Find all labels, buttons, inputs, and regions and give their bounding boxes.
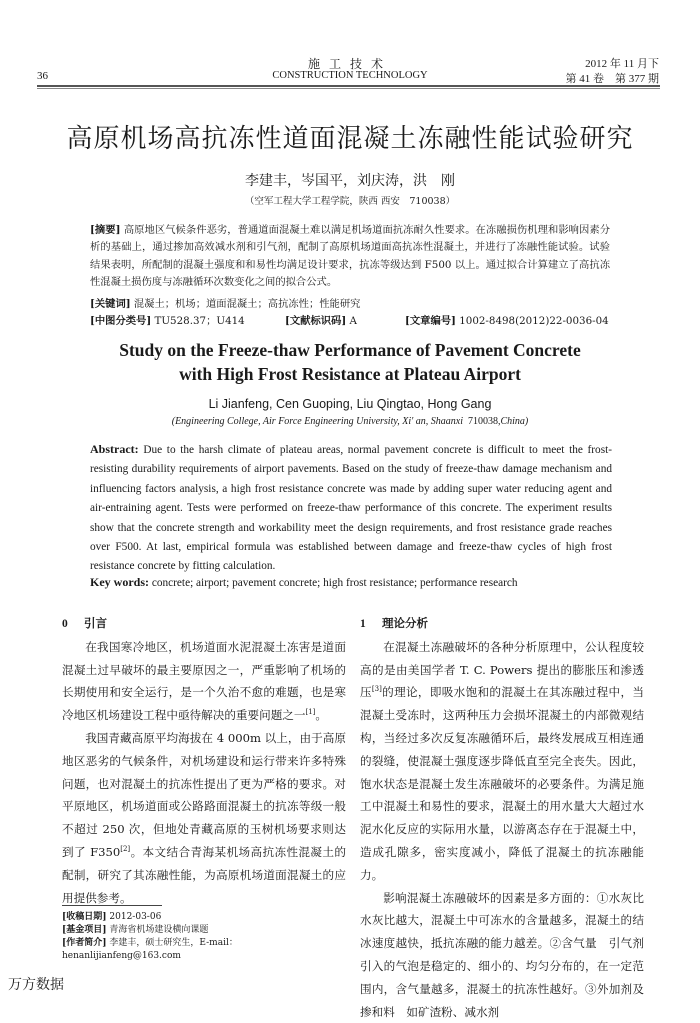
clc-number — [90, 312, 285, 327]
paragraph-text: 我国青藏高原平均海拔在 4 000m 以上，由于高原地区恶劣的气候条件，对机场建设和运行带来许多特殊问题，也对混凝土的抗冻性提出了更为严格的要求。对平原地区，机场道面或公路路面混凝土的抗冻等级一般不超过 250 次，但地处青藏高原的玉树机场要求则达到了 F350 — [62, 730, 346, 859]
article-no-label: [文章编号] — [405, 315, 456, 327]
footnote-received — [62, 911, 352, 924]
keywords-en-label: Key words: — [90, 575, 149, 589]
doc-code-label: [文献标识码] — [285, 315, 347, 327]
paragraph-text: 在我国寒冷地区，机场道面水泥混凝土冻害是道面混凝土过早破坏的最主要原因之一，严重影响了机场的长期使用和安全运行，是一个久治不愈的难题，也是寒冷地区机场建设工程中亟待解决的重要问题之一 — [62, 639, 346, 723]
footnote-label: [基金项目] — [62, 925, 107, 935]
page-number: 36 — [37, 70, 48, 82]
theory-paragraph-2: 影响混凝土冻融破坏的因素是多方面的：①水灰比 水灰比越大，混凝土中可冻水的含量越多，混凝土的结冰速度越快，抵抗冻融的能力越差。②含气量 引气剂引入的气泡是稳定的、细小的、均匀分布的，在一定范围内，含气量越多，混凝土的抗冻性越好。③外加剂及掺和料 如矿渣粉、减水剂 — [360, 890, 656, 1019]
affiliation-en-text: (Engineering College, Air Force Engineering University, Xi' an, Shaanxi — [171, 416, 463, 427]
footnote-label: [收稿日期] — [62, 912, 107, 922]
section-heading-theory — [360, 612, 644, 636]
abstract-en-label: Abstract: — [90, 442, 139, 456]
authors-cn: 李建丰，岑国平，刘庆涛，洪 刚 — [245, 173, 455, 189]
volume-issue: 第 41 卷 第 377 期 — [565, 73, 659, 85]
abstract-cn-label: [摘要] — [90, 224, 121, 236]
authors-en: Li Jianfeng, Cen Guoping, Liu Qingtao, Hong Gang — [208, 397, 492, 411]
clc-label: [中图分类号] — [90, 315, 152, 327]
section-title: 理论分析 — [382, 616, 428, 630]
footnote-value: 李建丰，硕士研究生，E-mail：henanlijianfeng@163.com — [62, 938, 238, 961]
doc-code-value: A — [349, 315, 357, 327]
affiliation-cn: （空军工程大学工程学院，陕西 西安 710038） — [244, 196, 456, 207]
footnote-rule — [62, 905, 162, 906]
section-number: 0 — [62, 618, 68, 630]
section-title: 引言 — [84, 616, 107, 630]
header-rule — [37, 85, 660, 87]
column-left — [62, 612, 346, 909]
document-code — [285, 312, 405, 327]
paper-title-en-line2: with High Frost Resistance at Plateau Airport — [179, 364, 521, 384]
keywords-cn-label: [关键词] — [90, 298, 131, 310]
column-right — [360, 612, 656, 1023]
footnote-value: 2012-03-06 — [109, 912, 162, 922]
keywords-en — [90, 575, 612, 590]
classification-row — [90, 312, 610, 327]
paper-title-cn: 高原机场高抗冻性道面混凝土冻融性能试验研究 — [66, 124, 634, 154]
header-rule-thin — [37, 88, 660, 89]
abstract-en-text: Due to the harsh climate of plateau areas, normal pavement concrete is difficult to meet the frost-resisting durability requirements of airport pavements. Based on the study of freeze-thaw damage mechanism and influencing factors analysis, a high frost resistance concrete was made by adding super water reducing agent and air-entraining agent. Tests were performed on freeze-thaw performance of this concrete. The experiment results show that the concrete strength and workability meet the design requirements, and frost resistance grade reaches over F500. At last, empirical formula was established between damage and freeze-thaw cycles of high frost resistance concrete by fitting calculation. — [90, 444, 613, 573]
affiliation-en — [0, 416, 700, 427]
watermark: 万方数据 — [8, 977, 64, 993]
footnote-fund — [62, 924, 352, 937]
footnote — [62, 911, 352, 963]
paragraph-text: 在混凝土冻融破坏的各种分析原理中，公认程度较高的是由美国学者 T. C. Powers 提出的膨胀压和渗透压 — [360, 639, 644, 700]
journal-name-en: CONSTRUCTION TECHNOLOGY — [272, 70, 428, 81]
abstract-en — [90, 440, 612, 577]
section-heading-intro — [62, 612, 346, 636]
keywords-cn — [90, 295, 610, 310]
paragraph-text: 的理论，即吸水饱和的混凝土在其冻融过程中，当混凝土受冻时，这两种压力会损坏混凝土的内部微观结构，当经过多次反复冻融循环后，最终发展成互相连通的裂缝，使混凝土强度逐步降低直至完全丧失。因此，饱水状态是混凝土发生冻融破坏的必要条件。为满足施工中混凝土和易性的要求，混凝土的用水量大大超过水泥水化反应的实际用水量，以游离态存在于混凝土中，造成孔隙多，密实度减小，降低了混凝土的抗冻融能力。 — [360, 685, 644, 882]
citation-ref[interactable]: [1] — [305, 708, 316, 717]
affiliation-en-postcode: 710038, — [467, 416, 501, 427]
affiliation-en-country: China) — [500, 416, 529, 427]
intro-paragraph-1 — [62, 636, 346, 727]
abstract-cn — [90, 222, 610, 292]
footnote-author — [62, 937, 352, 963]
issue-date: 2012 年 11 月下 — [585, 58, 659, 70]
theory-paragraph-1 — [360, 636, 644, 887]
clc-value: TU528.37；U414 — [154, 315, 245, 327]
journal-name-cn: 施工技术 — [307, 57, 392, 71]
paragraph-text: 。 — [315, 708, 328, 723]
paragraph-text: 。本文结合青海某机场高抗冻性混凝土的配制，研究了其冻融性能，为高原机场道面混凝土的应用提供参考。 — [62, 844, 346, 905]
citation-ref[interactable]: [2] — [120, 844, 131, 853]
intro-paragraph-2 — [62, 727, 346, 909]
article-number — [405, 312, 609, 327]
citation-ref[interactable]: [3] — [371, 685, 382, 694]
keywords-en-text: concrete; airport; pavement concrete; high frost resistance; performance research — [151, 577, 518, 589]
section-number: 1 — [360, 618, 366, 630]
footnote-value: 青海省机场建设横向课题 — [109, 925, 209, 935]
keywords-cn-text: 混凝土；机场；道面混凝土；高抗冻性；性能研究 — [133, 298, 361, 310]
paper-title-en-line1: Study on the Freeze-thaw Performance of Pavement Concrete — [119, 340, 581, 360]
abstract-cn-text: 高原地区气候条件恶劣，普通道面混凝土难以满足机场道面抗冻耐久性要求。在冻融损伤机理和影响因素分析的基础上，通过掺加高效减水剂和引气剂，配制了高原机场道面高抗冻性混凝土，并进行了冻融性能试验。试验结果表明，所配制的混凝土强度和和易性均满足设计要求，抗冻等级达到 F500 以上。通过拟合计算建立了高抗冻性混凝土损伤度与冻融循环次数变化之间的拟合公式。 — [90, 224, 610, 289]
article-no-value: 1002-8498(2012)22-0036-04 — [459, 315, 609, 327]
footnote-label: [作者简介] — [62, 938, 107, 948]
